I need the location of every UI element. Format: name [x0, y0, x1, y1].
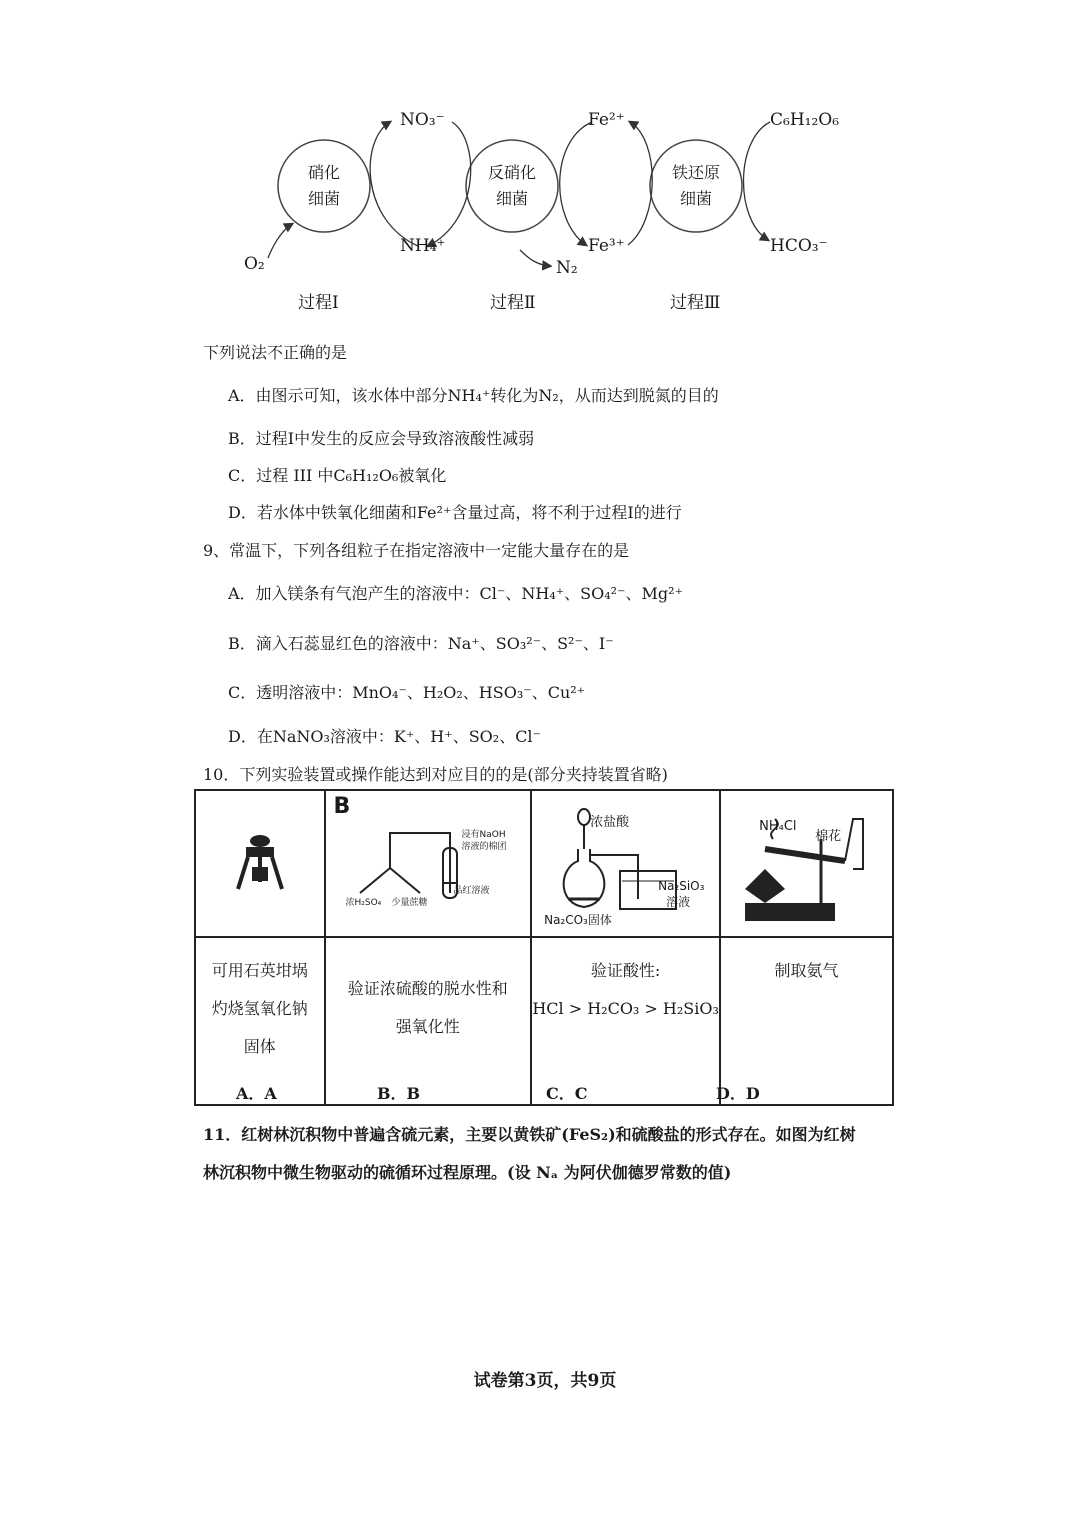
description-line: 制取氨气: [774, 961, 839, 980]
q10-answer-d: D．D: [716, 1084, 760, 1103]
description-c-cell: [531, 937, 720, 1105]
circle-label-line: 细菌: [307, 189, 340, 208]
nitrogen-cycle-diagram: [230, 100, 850, 315]
q8-stem: 下列说法不正确的是: [203, 343, 348, 362]
glucose-label: C₆H₁₂O₆: [770, 110, 840, 130]
q9-stem: 9、常温下，下列各组粒子在指定溶液中一定能大量存在的是: [203, 541, 630, 560]
label-hcl: 浓盐酸: [590, 815, 630, 830]
nitrifying-bacteria-label: [284, 160, 364, 212]
iron-reducing-bacteria-label: [656, 160, 736, 212]
hco3-label: HCO₃⁻: [770, 236, 828, 256]
description-line: 强氧化性: [395, 1017, 460, 1036]
cell-letter-b: B: [333, 794, 351, 819]
q8-option-c: C．过程 III 中C₆H₁₂O₆被氧化: [228, 466, 447, 485]
q11-line-2: 林沉积物中微生物驱动的硫循环过程原理。(设 Nₐ 为阿伏伽德罗常数的值): [203, 1163, 732, 1182]
denitrifying-bacteria-label: [472, 160, 552, 212]
q9-option-b: B．滴入石蕊显红色的溶液中：Na⁺、SO₃²⁻、S²⁻、I⁻: [228, 634, 614, 653]
q9-option-c: C．透明溶液中：MnO₄⁻、H₂O₂、HSO₃⁻、Cu²⁺: [228, 683, 586, 702]
no3-label: NO₃⁻: [400, 110, 445, 130]
nh4-label: NH₄⁺: [400, 236, 446, 256]
apparatus-a-cell: [195, 790, 325, 937]
o2-label: O₂: [244, 254, 265, 274]
label-sugar: 少量蔗糖: [391, 898, 428, 908]
fe2-label: Fe²⁺: [588, 110, 625, 130]
q8-option-d: D．若水体中铁氧化细菌和Fe²⁺含量过高，将不利于过程Ⅰ的进行: [228, 503, 682, 522]
description-d-cell: [720, 937, 893, 1105]
crucible-tripod-icon: [230, 827, 290, 897]
description-line: 固体: [243, 1037, 276, 1056]
q11-line-1: 11．红树林沉积物中普遍含硫元素，主要以黄铁矿(FeS₂)和硫酸盐的形式存在。如图为红树: [203, 1125, 856, 1144]
description-line: 灼烧氢氧化钠: [211, 999, 308, 1018]
q8-option-a: A．由图示可知，该水体中部分NH₄⁺转化为N₂，从而达到脱氮的目的: [228, 386, 719, 405]
fe3-label: Fe³⁺: [588, 236, 625, 256]
q10-answer-b: B．B: [377, 1084, 421, 1103]
q8-option-b: B．过程Ⅰ中发生的反应会导致溶液酸性减弱: [228, 429, 535, 448]
label-nh4cl: NH₄Cl: [759, 819, 797, 834]
page-footer: 试卷第3页，共9页: [473, 1371, 617, 1391]
apparatus-c-cell: [531, 790, 720, 937]
label-solution: 溶液: [666, 895, 691, 909]
label-cotton: 棉花: [815, 829, 842, 844]
circle-label-line: 铁还原: [671, 163, 720, 182]
apparatus-d-cell: [720, 790, 893, 937]
label-na2sio3: Na₂SiO₃: [658, 879, 705, 893]
description-a-cell: [195, 937, 325, 1105]
description-line: 可用石英坩埚: [211, 961, 308, 980]
process-3-label: 过程Ⅲ: [670, 293, 721, 313]
description-line: HCl > H₂CO₃ > H₂SiO₃: [532, 999, 719, 1018]
circle-label-line: 细菌: [495, 189, 528, 208]
q10-apparatus-table: [194, 789, 894, 1106]
circle-label-line: 反硝化: [487, 163, 536, 182]
q10-stem: 10．下列实验装置或操作能达到对应目的的是(部分夹持装置省略): [203, 765, 668, 784]
q9-option-d: D．在NaNO₃溶液中：K⁺、H⁺、SO₂、Cl⁻: [228, 727, 541, 746]
description-line: 验证酸性:: [590, 961, 661, 980]
circle-label-line: 硝化: [307, 163, 340, 182]
description-line: 验证浓硫酸的脱水性和: [347, 979, 508, 998]
description-b-cell: [325, 937, 532, 1105]
label-pinhong: 品红溶液: [453, 886, 490, 896]
apparatus-b-cell: [325, 790, 532, 937]
n2-label: N₂: [556, 258, 578, 278]
process-2-label: 过程Ⅱ: [490, 293, 536, 313]
label-naoh-cotton: 溶液的棉团: [461, 842, 507, 852]
process-1-label: 过程Ⅰ: [298, 293, 339, 313]
circle-label-line: 细菌: [679, 189, 712, 208]
label-na2co3: Na₂CO₃固体: [544, 913, 612, 927]
label-h2so4: 浓H₂SO₄: [345, 898, 382, 908]
q9-option-a: A．加入镁条有气泡产生的溶液中：Cl⁻、NH₄⁺、SO₄²⁻、Mg²⁺: [228, 584, 684, 603]
ammonia-prep-apparatus-icon: [735, 799, 885, 929]
q10-answer-c: C．C: [546, 1084, 588, 1103]
q10-answer-a: A．A: [236, 1084, 277, 1103]
label-naoh: 浸有NaOH: [461, 830, 506, 840]
